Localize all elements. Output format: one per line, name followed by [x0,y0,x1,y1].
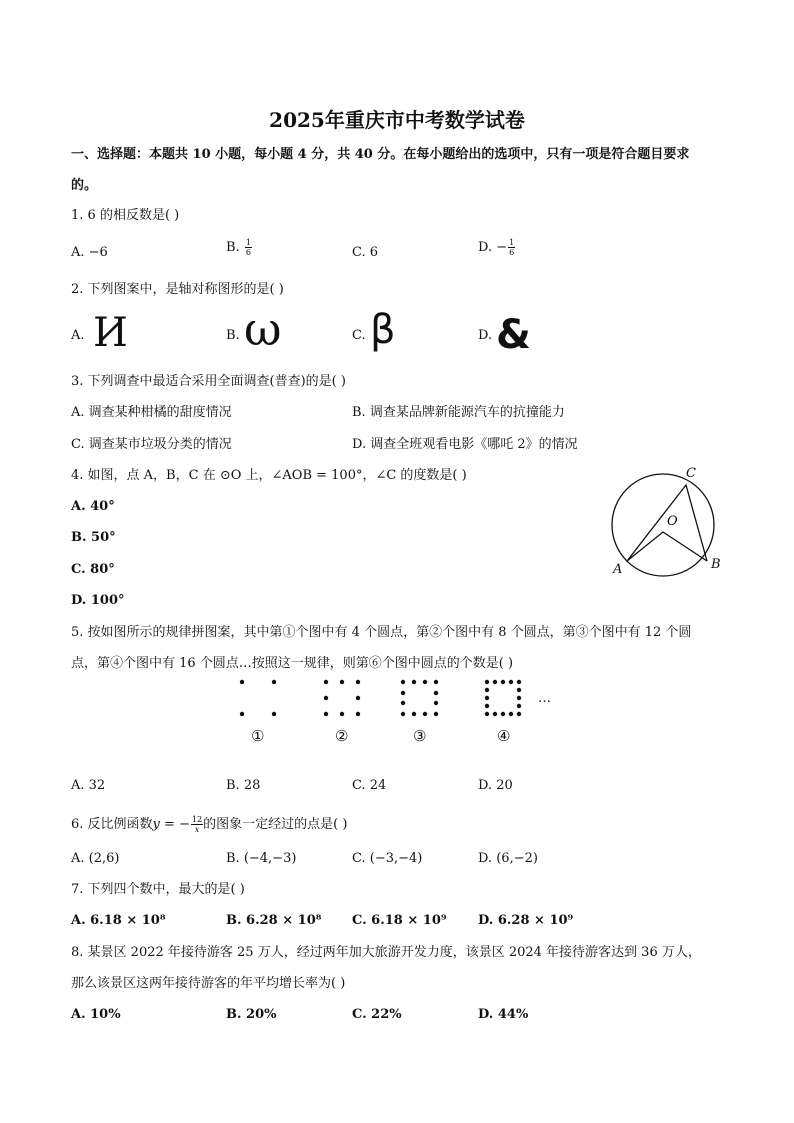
question-3-stem: 3. 下列调查中最适合采用全面调查(普查)的是( ) [71,374,346,389]
point-a-label: A [613,562,623,577]
q8-option-b: B. 20% [226,1007,277,1022]
pattern-3-label: ③ [413,727,427,745]
pattern-1-dots [240,680,276,716]
cyrillic-i-symbol: И [93,310,128,356]
q2-option-a-label: A. [71,328,85,343]
beta-symbol: β [370,307,396,353]
q7-option-b: B. 6.28 × 10⁸ [226,913,322,928]
omega-symbol: ω [244,302,282,356]
fraction-one-sixth: $\frac{1}{6}$ [509,238,515,257]
question-8-stem-line2: 那么该景区这两年接待游客的年平均增长率为( ) [71,976,346,991]
pattern-3-dots [401,680,438,716]
q8-option-a: A. 10% [71,1007,121,1022]
q1-option-d: D. − $\frac{1}{6}$ [478,238,515,257]
question-6-stem [71,815,347,834]
section-instructions-line2: 的。 [71,178,98,193]
question-1-stem: 1. 6 的相反数是( ) [71,208,180,223]
pattern-2-label: ② [335,727,349,745]
q6-function: y = − $\frac{12}{x}$ [152,815,203,834]
q5-option-c: C. 24 [352,778,387,793]
question-5-stem-line2: 点，第④个图中有 16 个圆点…按照这一规律，则第⑥个图中圆点的个数是( ) [71,656,514,671]
q4-option-c: C. 80° [71,562,115,577]
pattern-1-label: ① [251,727,265,745]
q1-option-b: B. $\frac{1}{6}$ [226,238,251,257]
pattern-ellipsis: … [538,691,551,706]
q5-option-b: B. 28 [226,778,261,793]
pattern-2-dots [324,680,360,716]
q5-option-d: D. 20 [478,778,513,793]
q6-option-b: B. (−4,−3) [226,851,297,866]
question-4-stem: 4. 如图，点 A，B，C 在 ⊙O 上，∠AOB = 100°，∠C 的度数是( ) [71,468,467,483]
q4-option-d: D. 100° [71,593,125,608]
q6-option-a: A. (2,6) [71,851,120,866]
q6-option-c: C. (−3,−4) [352,851,423,866]
q6-stem-suffix: 的图象一定经过的点是( ) [203,817,348,832]
q2-option-c-label: C. [352,328,366,343]
question-7-stem: 7. 下列四个数中，最大的是( ) [71,882,245,897]
fraction-one-sixth: $\frac{1}{6}$ [245,238,251,257]
q1-option-c: C. 6 [352,245,379,260]
pattern-4-label: ④ [497,727,511,745]
q4-option-b: B. 50° [71,530,116,545]
q8-option-c: C. 22% [352,1007,402,1022]
point-c-label: C [686,466,696,481]
q6-option-d: D. (6,−2) [478,851,538,866]
q5-option-a: A. 32 [71,778,106,793]
q2-option-d-label: D. [478,328,493,343]
q3-option-d: D. 调查全班观看电影《哪吒 2》的情况 [352,437,578,452]
point-b-label: B [711,557,721,572]
dot-pattern-figure [230,672,560,724]
q4-option-a: A. 40° [71,499,115,514]
q3-option-a: A. 调查某种柑橘的甜度情况 [71,405,232,420]
point-o-label: O [667,514,678,529]
q8-option-d: D. 44% [478,1007,529,1022]
q7-option-d: D. 6.28 × 10⁹ [478,913,574,928]
q1-option-a: A. −6 [71,245,108,260]
q2-option-b-label: B. [226,328,240,343]
page-title: 2025年重庆市中考数学试卷 [269,108,525,132]
q7-option-c: C. 6.18 × 10⁹ [352,913,447,928]
question-5-stem-line1: 5. 按如图所示的规律拼图案，其中第①个图中有 4 个圆点，第②个图中有 8 个圆点，第③个图中有 12 个圆 [71,625,692,640]
q3-option-b: B. 调查某品牌新能源汽车的抗撞能力 [352,405,565,420]
pattern-4-dots [485,680,521,716]
question-2-stem: 2. 下列图案中，是轴对称图形的是( ) [71,282,284,297]
q6-stem-prefix: 6. 反比例函数 [71,817,153,832]
question-8-stem-line1: 8. 某景区 2022 年接待游客 25 万人，经过两年加大旅游开发力度，该景区 2024 年接待游客达到 36 万人， [71,945,701,960]
q7-option-a: A. 6.18 × 10⁸ [71,913,166,928]
ampersand-symbol: & [496,312,531,358]
q3-option-c: C. 调查某市垃圾分类的情况 [71,437,232,452]
section-instructions-line1: 一、选择题：本题共 10 小题，每小题 4 分，共 40 分。在每小题给出的选项中，只有一项是符合题目要求 [71,147,690,162]
